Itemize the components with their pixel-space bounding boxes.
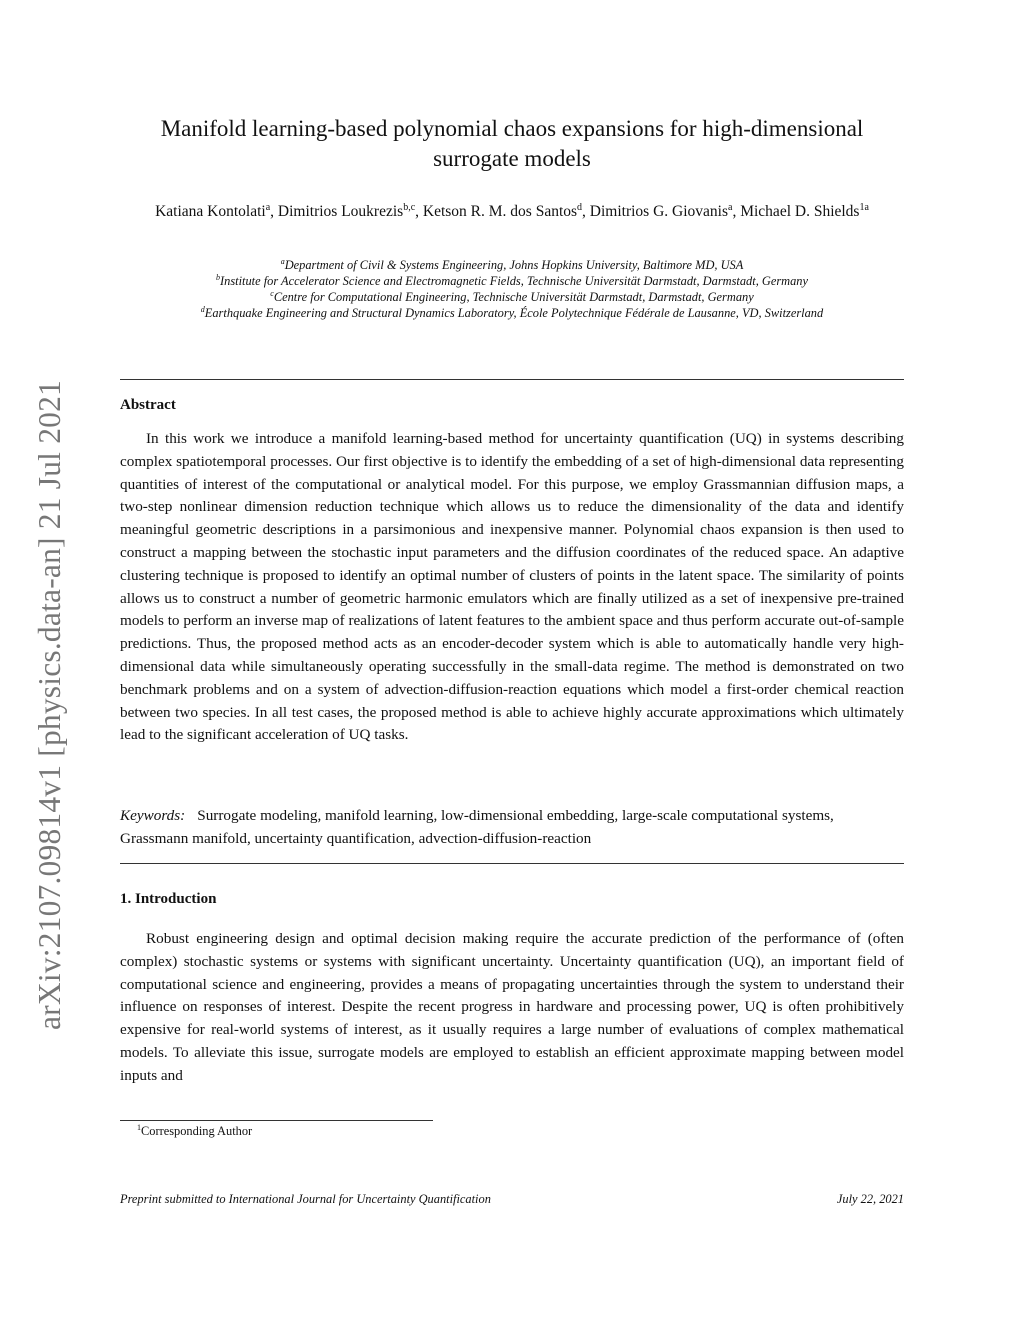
author-affiliation-mark: 1a <box>859 202 869 213</box>
author-name: Dimitrios G. Giovanis <box>589 203 729 220</box>
affiliation-mark: a <box>280 257 285 266</box>
preprint-notice: Preprint submitted to International Journal for Uncertainty Quantification <box>120 1192 491 1206</box>
author-separator: , <box>270 203 278 220</box>
author-separator: , <box>415 203 423 220</box>
affiliation-item <box>110 257 914 273</box>
abstract-body <box>120 428 904 747</box>
affiliation-mark: d <box>200 305 205 314</box>
affiliation-text: Institute for Accelerator Science and Electromagnetic Fields, Technische Universität Darmstadt, Darmstadt, Germany <box>220 274 808 288</box>
introduction-paragraph: Robust engineering design and optimal decision making require the accurate prediction of the performance of (often complex) stochastic systems or systems with significant uncertainty. Uncertainty quantification (UQ), an important field of computational science and engineering, provides a means of propagating uncertainties through the system to understand their influence on responses of interest. Despite the recent progress in hardware and processing power, UQ is often prohibitively expensive for real-world systems of interest, as it usually requires a large number of evaluations of complex mathematical models. To alleviate this issue, surrogate models are employed to establish an efficient approximate mapping between model inputs and <box>120 930 904 1084</box>
author-affiliation-mark: a <box>728 202 733 213</box>
abstract-top-rule <box>120 379 904 380</box>
author-affiliation-mark: b,c <box>403 202 416 213</box>
abstract-paragraph: In this work we introduce a manifold learning-based method for uncertainty quantification (UQ) in systems describing complex spatiotemporal processes. Our first objective is to identify the embedding of a set of high-dimensional data representing quantities of interest of the computational or analytical model. For this purpose, we employ Grassmannian diffusion maps, a two-step nonlinear dimension reduction technique which allows us to reduce the dimensionality of the data and identify meaningful geometric descriptions in a parsimonious and inexpensive manner. Polynomial chaos expansion is then used to construct a mapping between the stochastic input parameters and the diffusion coordinates of the reduced space. An adaptive clustering technique is proposed to identify an optimal number of clusters of points in the latent space. The similarity of points allows us to construct a number of geometric harmonic emulators which are finally utilized as a set of inexpensive pre-trained models to perform an inverse map of realizations of latent features to the ambient space and thus perform accurate out-of-sample predictions. Thus, the proposed method acts as an encoder-decoder system which is able to automatically handle very high-dimensional data while simultaneously operating successfully in the small-data regime. The method is demonstrated on two benchmark problems and on a system of advection-diffusion-reaction equations which model a first-order chemical reaction between two species. In all test cases, the proposed method is able to achieve highly accurate approximations which ultimately lead to the significant acceleration of UQ tasks. <box>120 430 904 744</box>
keywords <box>120 805 904 851</box>
title-line-1: Manifold learning-based polynomial chaos expansions for high-dimensional <box>160 116 864 141</box>
footnote <box>137 1124 252 1139</box>
arxiv-identifier: arXiv:2107.09814v1 [physics.data-an] 21 Jul 2021 <box>32 380 67 1030</box>
footnote-rule <box>120 1120 433 1121</box>
author-name: Ketson R. M. dos Santos <box>422 203 578 220</box>
affiliation-mark: b <box>216 273 220 282</box>
footnote-mark: 1 <box>137 1123 141 1132</box>
affiliation-item <box>110 305 914 321</box>
affiliation-text: Department of Civil & Systems Engineering, Johns Hopkins University, Baltimore MD, USA <box>284 258 744 272</box>
keywords-label: Keywords: <box>120 807 186 824</box>
author-affiliation-mark: a <box>265 202 271 213</box>
submission-date: July 22, 2021 <box>836 1192 904 1206</box>
author-name: Dimitrios Loukrezis <box>277 203 404 220</box>
abstract-bottom-rule <box>120 863 904 864</box>
introduction-body <box>120 928 904 1088</box>
author-name: Michael D. Shields <box>740 203 860 220</box>
author-separator: , <box>732 203 741 220</box>
keywords-text: Surrogate modeling, manifold learning, low-dimensional embedding, large-scale computational systems, Grassmann manifold, uncertainty quantification, advection-diffusion-reaction <box>120 807 834 847</box>
footnote-text: Corresponding Author <box>141 1124 253 1138</box>
affiliation-text: Centre for Computational Engineering, Technische Universität Darmstadt, Darmstadt, Germany <box>273 290 754 304</box>
affiliation-list <box>110 257 914 321</box>
author-name: Katiana Kontolati <box>155 203 266 220</box>
affiliation-item <box>110 273 914 289</box>
author-affiliation-mark: d <box>577 202 583 213</box>
introduction-heading: 1. Introduction <box>120 891 217 907</box>
author-list <box>120 201 904 223</box>
title-line-2: surrogate models <box>433 146 591 171</box>
affiliation-text: Earthquake Engineering and Structural Dynamics Laboratory, École Polytechnique Fédérale de Lausanne, VD, Switzerland <box>204 306 824 320</box>
paper-title <box>120 114 904 174</box>
affiliation-mark: c <box>270 289 274 298</box>
affiliation-item <box>110 289 914 305</box>
author-separator: , <box>582 203 590 220</box>
abstract-heading: Abstract <box>120 397 176 413</box>
